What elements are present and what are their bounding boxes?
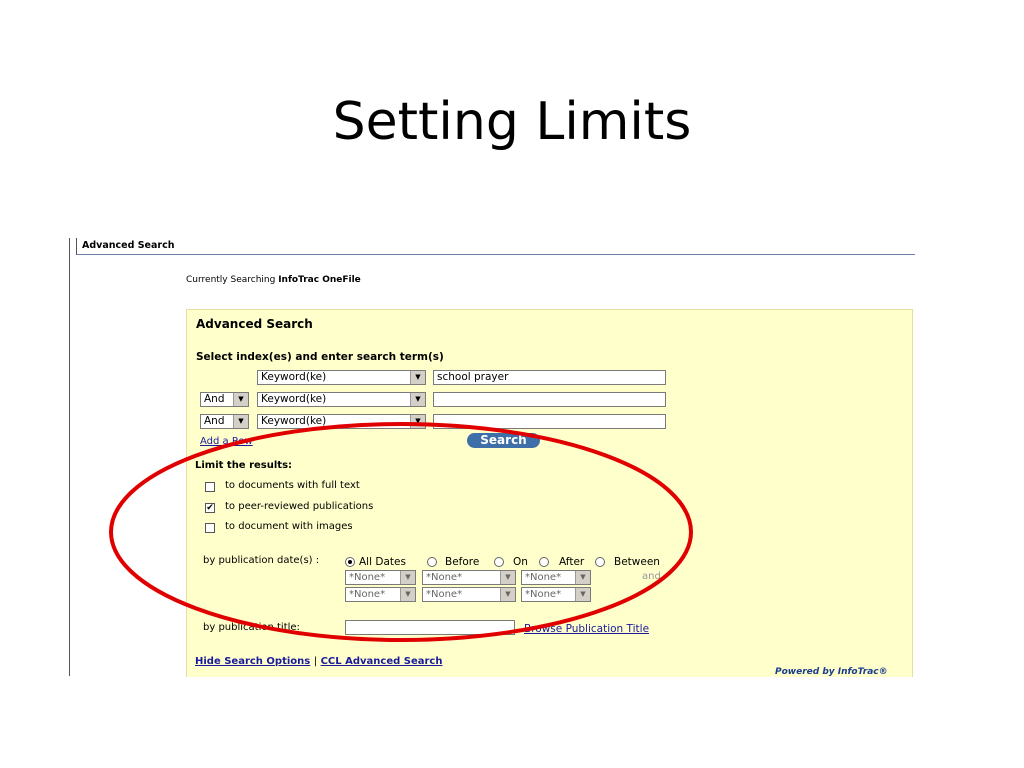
chevron-down-icon: ▼ (575, 571, 590, 584)
radio-between[interactable] (595, 557, 605, 567)
radio-on[interactable] (494, 557, 504, 567)
search-frame (69, 238, 915, 676)
pubtitle-label: by publication title: (203, 622, 300, 633)
panel-title: Advanced Search (196, 317, 313, 331)
operator-select-3[interactable] (200, 414, 249, 429)
radio-after[interactable] (539, 557, 549, 567)
search-term-input-3[interactable] (433, 414, 666, 429)
date-value: *None* (426, 589, 463, 600)
chevron-down-icon: ▼ (500, 588, 515, 601)
radio-after-label: After (559, 556, 585, 568)
full-text-label: to documents with full text (225, 480, 360, 491)
currently-label: Currently Searching (186, 275, 276, 285)
hide-search-options-link[interactable]: Hide Search Options (195, 656, 311, 667)
index-select-value: Keyword(ke) (261, 371, 327, 383)
index-select-1[interactable] (257, 370, 426, 385)
add-row-link[interactable]: Add a Row (200, 436, 253, 447)
chevron-down-icon: ▼ (410, 415, 425, 428)
date-year-2[interactable] (521, 587, 591, 602)
chevron-down-icon: ▼ (410, 393, 425, 406)
radio-all-dates[interactable] (345, 557, 355, 567)
tab-advanced-search[interactable]: Advanced Search (82, 240, 175, 251)
chevron-down-icon: ▼ (500, 571, 515, 584)
chevron-down-icon: ▼ (233, 415, 248, 428)
powered-by-logo: Powered by InfoTrac® (775, 667, 888, 677)
operator-select-2[interactable] (200, 392, 249, 407)
full-text-checkbox[interactable] (205, 482, 215, 492)
date-and-label: and (642, 571, 661, 582)
images-checkbox[interactable] (205, 523, 215, 533)
ccl-advanced-search-link[interactable]: CCL Advanced Search (320, 656, 443, 667)
date-year-1[interactable] (521, 570, 591, 585)
index-select-2[interactable] (257, 392, 426, 407)
select-index-label: Select index(es) and enter search term(s) (196, 351, 444, 363)
images-label: to document with images (225, 521, 353, 532)
date-month-2[interactable] (345, 587, 416, 602)
frame-border (69, 238, 70, 676)
limit-results-title: Limit the results: (195, 460, 293, 471)
index-select-value: Keyword(ke) (261, 393, 327, 405)
peer-reviewed-label: to peer-reviewed publications (225, 501, 374, 512)
date-value: *None* (349, 572, 386, 583)
pubtitle-input[interactable] (345, 620, 515, 635)
date-value: *None* (349, 589, 386, 600)
date-day-2[interactable] (422, 587, 516, 602)
date-value: *None* (525, 572, 562, 583)
chevron-down-icon: ▼ (233, 393, 248, 406)
radio-on-label: On (513, 556, 528, 568)
index-select-3[interactable] (257, 414, 426, 429)
radio-all-dates-label: All Dates (359, 556, 406, 568)
footer-separator: | (313, 656, 318, 667)
footer-links (195, 656, 442, 667)
peer-reviewed-checkbox[interactable]: ✔ (206, 503, 214, 513)
index-select-value: Keyword(ke) (261, 415, 327, 427)
chevron-down-icon: ▼ (410, 371, 425, 384)
browse-publication-link[interactable]: Browse Publication Title (524, 623, 650, 635)
operator-value: And (204, 393, 225, 405)
radio-between-label: Between (614, 556, 660, 568)
tab-bar (76, 238, 915, 255)
date-month-1[interactable] (345, 570, 416, 585)
search-term-input-1[interactable]: school prayer (433, 370, 666, 385)
database-name: InfoTrac OneFile (278, 275, 361, 285)
currently-searching (186, 275, 361, 285)
search-button[interactable]: Search (467, 433, 540, 448)
radio-before-label: Before (445, 556, 480, 568)
date-value: *None* (426, 572, 463, 583)
slide-title: Setting Limits (332, 92, 692, 152)
radio-before[interactable] (427, 557, 437, 567)
chevron-down-icon: ▼ (400, 588, 415, 601)
chevron-down-icon: ▼ (575, 588, 590, 601)
operator-value: And (204, 415, 225, 427)
advanced-search-panel (186, 309, 913, 677)
chevron-down-icon: ▼ (400, 571, 415, 584)
date-day-1[interactable] (422, 570, 516, 585)
date-label: by publication date(s) : (203, 555, 320, 566)
search-term-input-2[interactable] (433, 392, 666, 407)
date-value: *None* (525, 589, 562, 600)
